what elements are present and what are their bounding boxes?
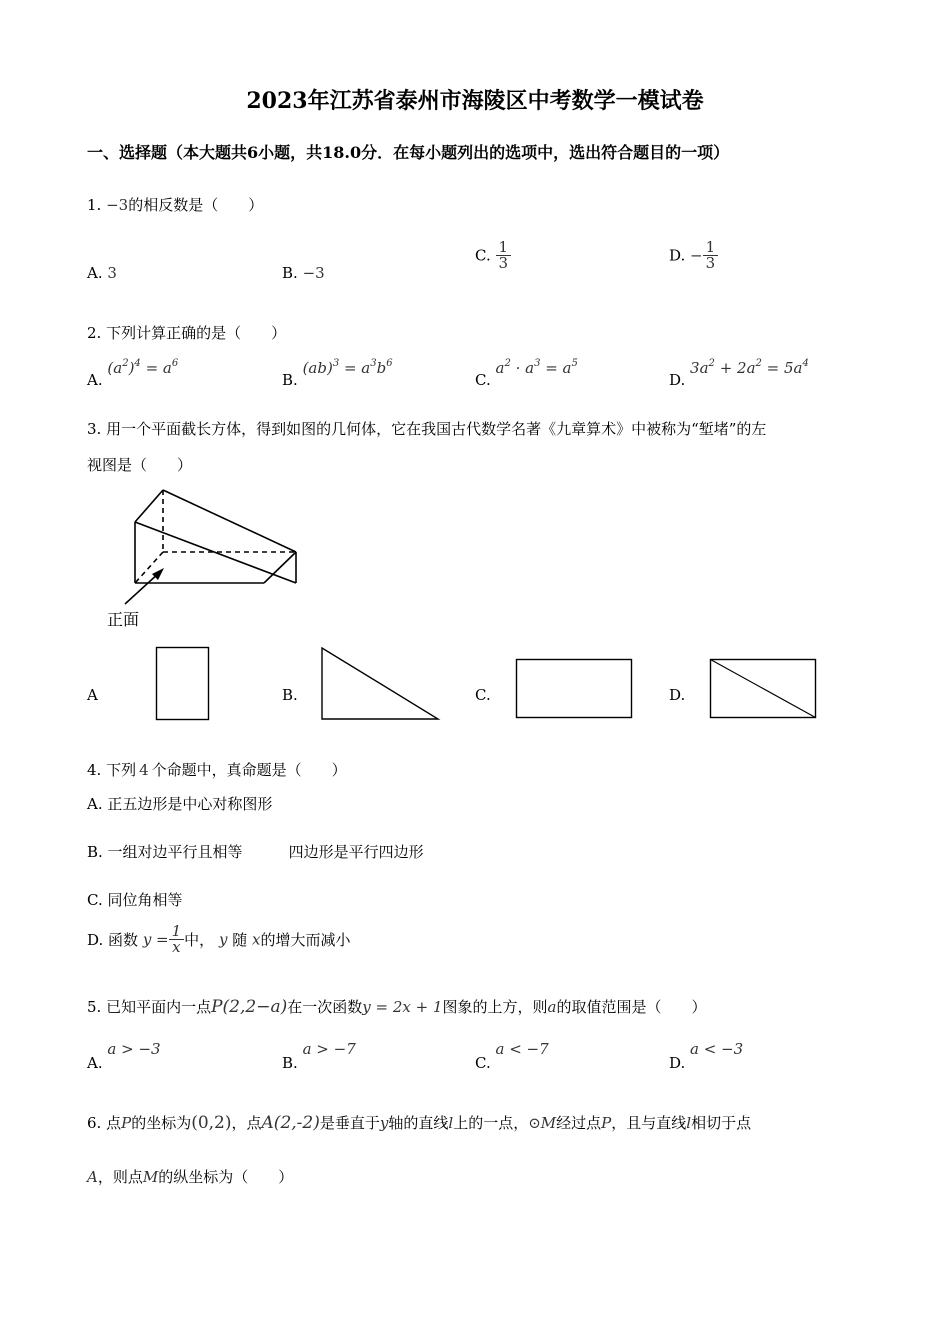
q6-point-a: A(2,-2): [261, 1113, 320, 1133]
q1-expression: −3: [106, 196, 129, 214]
q2-option-c[interactable]: C. $a^2 \cdot a^3 = a^5$: [475, 358, 578, 389]
exam-title: 2023年江苏省泰州市海陵区中考数学一模试卷: [246, 88, 704, 114]
section-heading: 一、选择题（本大题共6小题，共18.0分．在每小题列出的选项中，选出符合题目的一项）: [87, 143, 730, 162]
q2-a-expr: $(a^2)^4 = a^6$: [107, 358, 179, 377]
q4-option-c[interactable]: C. 同位角相等: [87, 891, 183, 909]
q2-d-expr: $3a^2 + 2a^2 = 5a^4$: [690, 358, 809, 377]
q3-option-d-label[interactable]: D.: [669, 686, 686, 704]
q2-option-d[interactable]: D. $3a^2 + 2a^2 = 5a^4$: [669, 358, 809, 389]
edge: [163, 490, 296, 552]
q5-option-b[interactable]: B. a > −7: [282, 1040, 356, 1072]
q1-number: 1.: [87, 196, 102, 214]
q3-option-a-figure[interactable]: [155, 646, 211, 721]
edge: [135, 490, 163, 522]
q2-option-b[interactable]: B. $(ab)^3 = a^3b^6$: [282, 358, 393, 389]
q2-option-a[interactable]: A. $(a^2)^4 = a^6$: [87, 358, 179, 389]
q1-text: 的相反数是（ ）: [128, 196, 264, 214]
q1-option-d[interactable]: D. − $\frac{1}{3}$: [669, 240, 718, 271]
question-2: 2. 下列计算正确的是（ ）: [87, 324, 287, 342]
q5-option-a[interactable]: A. a > −3: [87, 1040, 161, 1072]
arrow-line: [125, 572, 160, 604]
q5-option-d[interactable]: D. a < −3: [669, 1040, 744, 1072]
q4-option-b[interactable]: B. 一组对边平行且相等 四边形是平行四边形: [87, 843, 424, 861]
question-5: 5. 已知平面内一点P(2,2−a)在一次函数y = 2x + 1图象的上方，则a的取值范围是（ ）: [87, 997, 707, 1017]
q1-option-b[interactable]: B. −3: [282, 264, 325, 282]
q6-coordinate: (0,2): [191, 1113, 232, 1133]
q1-option-a[interactable]: A. 3: [87, 264, 117, 282]
q4-count: 4: [139, 761, 149, 779]
q4-d-function: y =: [142, 930, 169, 949]
q3-option-c-label[interactable]: C.: [475, 686, 491, 704]
q6-circle-m: ⊙M: [528, 1114, 557, 1132]
q1-option-c[interactable]: C. $\frac{1}{3}$: [475, 240, 511, 271]
question-6-line2: A，则点M的纵坐标为（ ）: [87, 1168, 294, 1186]
question-3-line2: 视图是（ ）: [87, 456, 193, 474]
q2-b-expr: $(ab)^3 = a^3b^6$: [302, 358, 393, 377]
fraction: $\frac{1}{3}$: [496, 240, 512, 271]
q3-option-b-label[interactable]: B.: [282, 686, 298, 704]
q5-function: y = 2x + 1: [362, 998, 443, 1016]
q3-option-d-figure[interactable]: [709, 658, 819, 720]
front-label: 正面: [107, 610, 140, 629]
fraction: $\frac{1}{x}$: [169, 924, 185, 955]
question-1: [87, 194, 263, 215]
q4-option-a[interactable]: A. 正五边形是中心对称图形: [87, 795, 273, 813]
q3-solid-figure: [120, 480, 340, 610]
q3-option-a-label[interactable]: A: [87, 686, 98, 704]
q3-option-b-figure[interactable]: [320, 646, 442, 721]
q4-option-d[interactable]: D. 函数 y = $\frac{1}{x}$ 中， y 随 x的增大而减小: [87, 922, 351, 956]
q2-c-expr: $a^2 \cdot a^3 = a^5$: [495, 358, 578, 377]
question-3-line1: 3. 用一个平面截长方体，得到如图的几何体，它在我国古代数学名著《九章算术》中被称为“堑堵”的左: [87, 420, 767, 438]
question-4: 4. 下列 4 个命题中，真命题是（ ）: [87, 761, 347, 779]
q3-option-c-figure[interactable]: [515, 658, 635, 720]
edge: [264, 552, 296, 583]
question-6-line1: 6. 点P的坐标为(0,2)，点A(2,-2)是垂直于y轴的直线l上的一点，⊙M经过点P，且与直线l相切于点: [87, 1113, 752, 1133]
fraction: $\frac{1}{3}$: [703, 240, 719, 271]
q5-point: P(2,2−a): [211, 997, 288, 1017]
q5-option-c[interactable]: C. a < −7: [475, 1040, 549, 1072]
